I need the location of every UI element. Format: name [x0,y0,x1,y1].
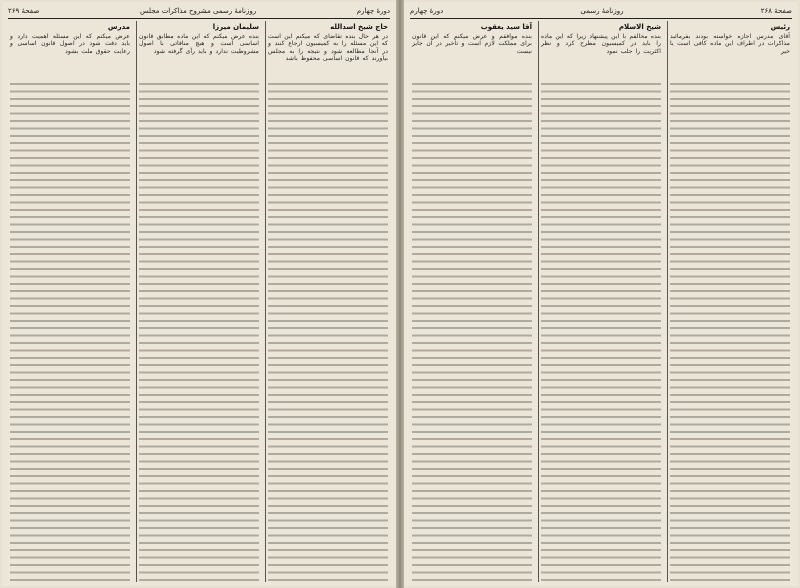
right-column-2 [538,21,663,582]
column-text: آقای مدرس اجازه خواسته بودند بفرمائید مذاکرات در اطراف این ماده کافی است یا خیر [670,33,790,55]
speaker-heading: سلیمان میرزا [212,23,259,31]
column-text: بنده موافقم و عرض میکنم که این قانون برای مملکت لازم است و تأخیر در آن جایز نیست [412,33,532,55]
left-header-rule [8,18,390,19]
right-page-columns [410,21,792,582]
body-text-lines [412,83,532,582]
left-column-3 [8,21,132,582]
body-text-lines [10,83,130,582]
column-text: عرض میکنم که این مسئله اهمیت دارد و باید دقت شود در اصول قانون اساسی و رعایت حقوق ملت بشود [10,33,130,55]
left-header-volume: دورهٔ چهارم [356,7,390,15]
column-text: بنده عرض میکنم که این ماده مطابق قانون اساسی است و هیچ منافاتی با اصول مشروطیت ندارد و باید رأی گرفته شود [139,33,259,55]
right-header-rule [410,18,792,19]
right-page [404,2,798,586]
body-text-lines [541,83,661,582]
left-page [2,2,396,586]
column-text: بنده مخالفم با این پیشنهاد زیرا که این ماده را باید در کمیسیون مطرح کرد و نظر اکثریت را جلب نمود [541,33,661,55]
right-header-page-number: صفحهٔ ۲۶۸ [760,7,792,15]
right-column-1 [667,21,792,582]
speaker-heading: رئیس [770,23,790,31]
left-header-page-number: صفحهٔ ۲۶۹ [8,7,40,15]
right-header-volume: دورهٔ چهارم [410,7,444,15]
right-page-header [410,5,792,17]
left-column-2 [136,21,261,582]
left-header-title: روزنامهٔ رسمی مشروح مذاکرات مجلس [139,7,257,15]
speaker-heading: مدرس [107,23,130,31]
body-text-lines [670,83,790,582]
left-page-header [8,5,390,17]
right-column-3 [410,21,534,582]
column-text: در هر حال بنده تقاضای که میکنم این است که این مسئله را به کمیسیون ارجاع کنند و در آنجا مطالعه شود و نتیجه را به مجلس بیاورند که قانون اساسی محفوظ باشد [268,33,388,63]
speaker-heading: شیخ الاسلام [618,23,661,31]
left-page-columns [8,21,390,582]
body-text-lines [139,83,259,582]
speaker-heading: حاج شیخ اسدالله [330,23,388,31]
speaker-heading: آقا سید یعقوب [480,23,532,31]
right-header-title: روزنامهٔ رسمی [580,7,624,15]
book-gutter [396,0,404,588]
body-text-lines [268,83,388,582]
left-column-1 [265,21,390,582]
